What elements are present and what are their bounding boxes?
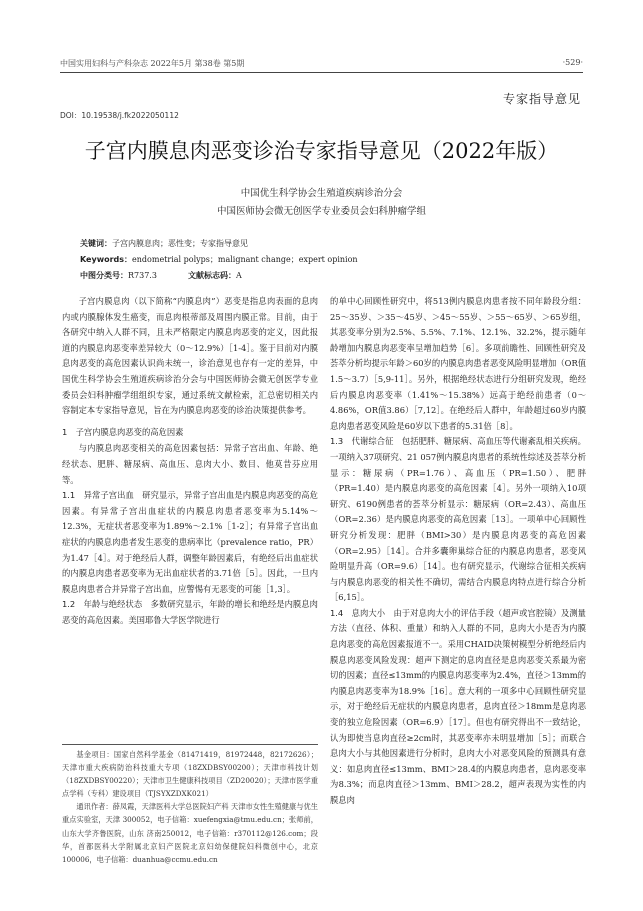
footnote — [62, 744, 318, 866]
classification — [80, 270, 242, 281]
page-number: ·529· — [562, 58, 583, 67]
left-column — [62, 294, 318, 628]
organization-1: 中国优生科学协会生殖道疾病诊治分会 — [240, 188, 403, 199]
subsection-1-2-text: 多数研究显示，年龄的增长和绝经是内膜息肉恶变的高危因素。美国耶鲁大学医学院进行 — [62, 599, 318, 625]
keywords-cn-label: 关键词： — [80, 239, 112, 248]
intro-paragraph: 子宫内膜息肉（以下简称“内膜息肉”）恶变是指息肉表面的息肉内或内膜腺体发生癌变，而息肉根蒂部及周围内膜正常。目前，由于各研究中纳入人群不同，且未严格限定内膜息肉恶变的定义，因此报道的内膜息肉恶变率差异较大（0～12.9%）［1-4］。鉴于目前对内膜息肉恶变的高危因素认识尚未统一，诊治意见也存有一定的差异，中国优生科学协会生殖道疾病诊治分会与中国医师协会微无创医学专业委员会妇科肿瘤学组组织专家，通过系统文献检索，汇总密切相关内容制定本专家指导意见，旨在为内膜息肉恶变的诊治决策提供参考。 — [62, 296, 318, 416]
subsection-1-3 — [330, 434, 586, 606]
section-1-text: 与内膜息肉恶变相关的高危因素包括：异常子宫出血、年龄、绝经状态、肥胖、糖尿病、高血压、息肉大小、数目、他莫昔芬应用等。 — [62, 443, 318, 485]
doc-code-value: A — [236, 271, 242, 280]
right-column — [330, 294, 586, 809]
subsection-1-4-title: 1.4 息肉大小 — [330, 607, 386, 618]
clc-label: 中图分类号： — [80, 271, 128, 280]
organization-2: 中国医师协会微无创医学专业委员会妇科肿瘤学组 — [216, 206, 426, 217]
clc-value: R737.3 — [128, 271, 157, 280]
doi: DOI：10.19538/j.fk2022050112 — [60, 111, 179, 120]
keywords-cn-text: 子宫内膜息肉；恶性变；专家指导意见 — [112, 239, 248, 248]
subsection-1-1-text: 研究显示，异常子宫出血是内膜息肉恶变的高危因素。有异常子宫出血症状的内膜息肉患者恶变率为5.14%～12.3%，无症状者恶变率为1.89%～2.1%［1-2］；有异常子宫出血症状的内膜息肉患者发生恶变的患病率比（prevalence ratio，PR）为1.47［4］。对于绝经后人群，调整年龄因素后，有绝经后出血症状的内膜息肉患者恶变率为无出血症状者的3.71倍［5］。因此，一旦内膜息肉患者合并异常子宫出血，应警惕有无恶变的可能［1,3］。 — [62, 490, 318, 594]
keywords-en — [80, 254, 358, 265]
subsection-1-3-title: 1.3 代谢综合征 — [330, 436, 394, 447]
subsection-1-1 — [62, 488, 318, 597]
running-header — [60, 58, 583, 73]
subsection-1-2-title: 1.2 年龄与绝经状态 — [62, 599, 143, 610]
section-1-heading: 1 子宫内膜息肉恶变的高危因素 — [62, 426, 184, 437]
keywords-en-text: endometrial polyps；malignant change；expert opinion — [132, 255, 358, 264]
doc-code-label: 文献标志码： — [188, 271, 237, 280]
article-title: 子宫内膜息肉恶变诊治专家指导意见（2022年版） — [84, 139, 559, 163]
article-category: 专家指导意见 — [502, 92, 581, 106]
keywords-cn — [80, 238, 248, 249]
subsection-1-4-text: 由于对息肉大小的评估手段（超声或宫腔镜）及测量方法（直径、体积、重量）和纳入人群的不同，息肉大小是否为内膜息肉恶变的高危因素报道不一。采用CHAID决策树模型分析绝经后内膜息肉恶变风险发现：超声下测定的息肉直径是息肉恶变关系最为密切的因素；直径≤13mm的内膜息肉恶变率为2.4%，直径＞13mm的内膜息肉恶变率为18.9%［16］。意大利的一项多中心回顾性研究显示，对于绝经后无症状的内膜息肉患者，息肉直径＞18mm是息肉恶变的独立危险因素（OR=6.9）［17］。但也有研究得出不一致结论，认为即使当息肉直径≥2cm时，其恶变率亦未明显增加［5］；而联合息肉大小与其他因素进行分析时，息肉大小对恶变风险的预测具有意义：如息肉直径≤13mm、BMI＞28.4的内膜息肉患者，息肉恶变率为8.3%；而息肉直径＞13mm、BMI＞28.2，超声表现为实性的内膜息肉 — [330, 607, 586, 805]
subsection-1-2 — [62, 597, 318, 628]
journal-info: 中国实用妇科与产科杂志 2022年5月 第38卷 第5期 — [60, 59, 245, 68]
subsection-1-2-continued: 的单中心回顾性研究中，将513例内膜息肉患者按不同年龄段分组：25～35岁、＞35～45岁、＞45～55岁、＞55～65岁、＞65岁组，其恶变率分别为2.5%、5.5%、7.1%、12.1%、32.2%，提示随年龄增加内膜息肉恶变率呈增加趋势［6］。多项前瞻性、回顾性研究及荟萃分析均提示年龄＞60岁的内膜息肉患者恶变风险明显增加（OR值1.5～3.7）［5,9-11］。另外，根据绝经状态进行分组研究发现，绝经后内膜息肉恶变率（1.41%～15.38%）远高于绝经前患者（0～4.86%，OR值3.86）［7,12］。在绝经后人群中，年龄超过60岁内膜息肉患者恶变风险是60岁以下患者的5.31倍［8］。 — [330, 296, 586, 431]
subsection-1-4 — [330, 606, 586, 809]
fund-note: 基金项目：国家自然科学基金（81471419，81972448，82172626）；天津市重大疾病防治科技重大专项（18ZXDBSY00200）；天津市科技计划（18ZXDBSY00220）；天津市卫生健康科技项目（ZD20020）；天津市医学重点学科（专科）建设项目（TJSYXZDXK021） — [62, 750, 318, 799]
contact-note: 通讯作者：薛凤霞，天津医科大学总医院妇产科 天津市女性生殖健康与优生重点实验室，天津 300052，电子信箱：xuefengxia@tmu.edu.cn；张师前，山东大学齐鲁医院，山东 济南250012，电子信箱：r370112@126.com；段华，首都医科大学附属北京妇产医院北京妇幼保健院妇科微创中心，北京 100006，电子信箱：duanhua@ccmu.edu.cn — [62, 802, 318, 864]
subsection-1-3-text: 包括肥胖、糖尿病、高血压等代谢紊乱相关疾病。一项纳入37项研究、21 057例内膜息肉患者的系统性综述及荟萃分析显示：糖尿病（PR=1.76）、高血压（PR=1.50）、肥胖（PR=1.40）是内膜息肉恶变的高危因素［4］。另外一项纳入10项研究、6190例患者的荟萃分析显示：糖尿病（OR=2.43）、高血压（OR=2.36）是内膜息肉恶变的高危因素［13］。一项单中心回顾性研究分析发现：肥胖（BMI>30）是内膜息肉恶变的高危因素（OR=2.95）［14］。合并多囊卵巢综合征的内膜息肉患者，恶变风险明显升高（OR=9.6）［14］。也有研究显示，代谢综合征相关疾病与内膜息肉恶变的相关性不确切，需结合内膜息肉特点进行综合分析［6,15］。 — [330, 436, 586, 603]
subsection-1-1-title: 1.1 异常子宫出血 — [62, 490, 134, 501]
keywords-en-label: Keywords： — [80, 255, 133, 264]
